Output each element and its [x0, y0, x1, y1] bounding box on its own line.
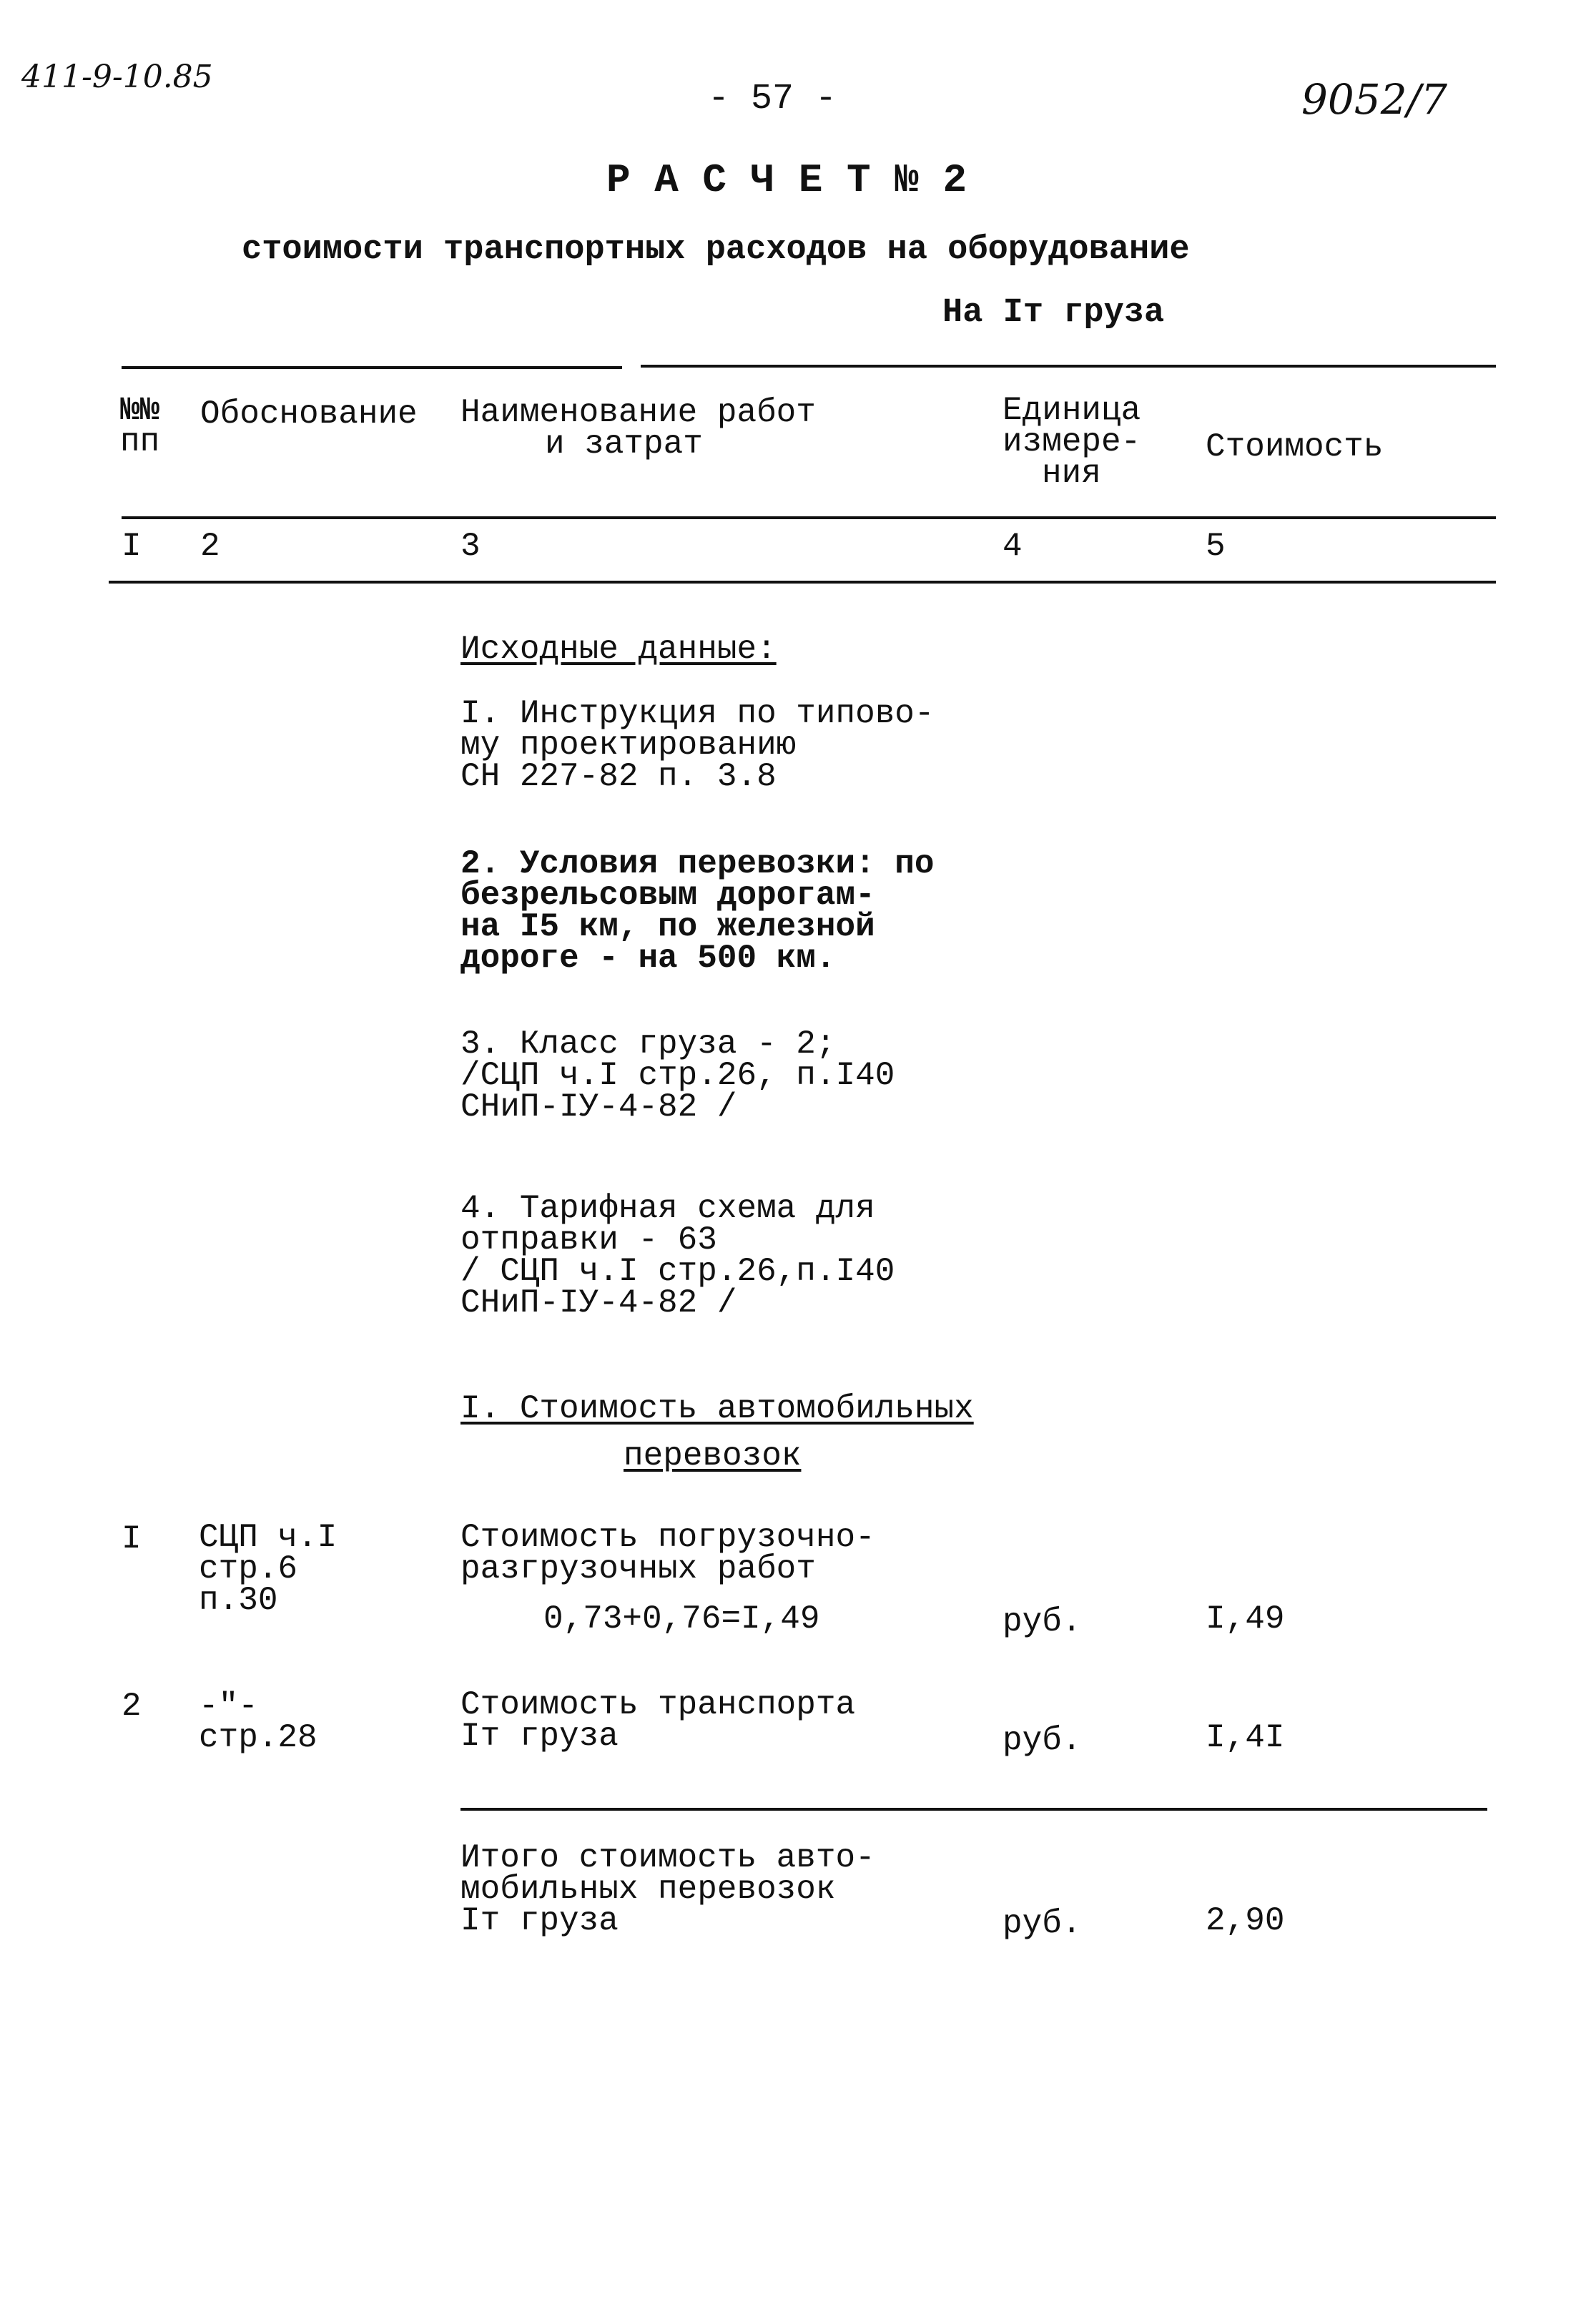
header-col-name: Наименование работ и затрат — [460, 394, 816, 463]
section1-heading: I. Стоимость автомобильных — [460, 1390, 974, 1427]
row1-name: Стоимость погрузочно- разгрузочных работ — [460, 1519, 875, 1588]
header-bottom-rule — [109, 581, 1496, 584]
row2-basis: -"- стр.28 — [199, 1688, 317, 1756]
col-number-2: 2 — [200, 528, 220, 565]
col-number-1: I — [122, 528, 142, 565]
col-number-4: 4 — [1003, 528, 1023, 565]
col-number-3: 3 — [460, 528, 481, 565]
row2-num: 2 — [122, 1688, 142, 1725]
document-code: 411-9-10.85 — [21, 59, 213, 95]
header-col-cost: Стоимость — [1206, 428, 1384, 466]
sheet-reference: 9052/7 — [1301, 75, 1448, 124]
row1-basis: СЦП ч.I стр.6 п.30 — [199, 1519, 338, 1619]
header-col-basis: Обоснование — [200, 395, 418, 433]
total-name: Итого стоимость авто- мобильных перевозок Iт груза — [460, 1839, 875, 1939]
source-item-1: I. Инструкция по типово- му проектированию СН 227-82 п. 3.8 — [460, 695, 935, 795]
header-top-rule-left — [122, 366, 622, 369]
header-top-rule-right — [641, 365, 1496, 368]
document-title: Р А С Ч Е Т № 2 — [606, 157, 967, 203]
row1-num: I — [122, 1520, 142, 1558]
col-number-5: 5 — [1206, 528, 1226, 565]
header-col-unit: Единица измере- ния — [1003, 392, 1141, 492]
source-item-2: 2. Условия перевозки: по безрельсовым дорогам- на I5 км, по железной дороге - на 500 км. — [460, 845, 935, 977]
row1-unit: руб. — [1003, 1603, 1082, 1640]
section1-heading-cont: перевозок — [624, 1437, 802, 1475]
source-item-3: 3. Класс груза - 2; /СЦП ч.I стр.26, п.I40 СНиП-IУ-4-82 / — [460, 1025, 895, 1126]
source-data-heading: Исходные данные: — [460, 631, 777, 668]
total-rule — [460, 1808, 1487, 1811]
page-number: - 57 - — [708, 79, 837, 119]
row2-name: Стоимость транспорта Iт груза — [460, 1686, 856, 1755]
source-item-4: 4. Тарифная схема для отправки - 63 / СЦП ч.I стр.26,п.I40 СНиП-IУ-4-82 / — [460, 1190, 895, 1322]
header-col-num: №№ пп — [120, 392, 160, 461]
document-subtitle: стоимости транспортных расходов на оборудование — [242, 231, 1190, 269]
row2-unit: руб. — [1003, 1722, 1082, 1759]
row1-formula: 0,73+0,76=I,49 — [543, 1600, 820, 1638]
basis-note: На Iт груза — [942, 294, 1165, 332]
total-cost: 2,90 — [1206, 1902, 1285, 1939]
row1-cost: I,49 — [1206, 1600, 1285, 1638]
row2-cost: I,4I — [1206, 1719, 1285, 1756]
total-unit: руб. — [1003, 1905, 1082, 1942]
header-mid-rule — [122, 516, 1496, 519]
